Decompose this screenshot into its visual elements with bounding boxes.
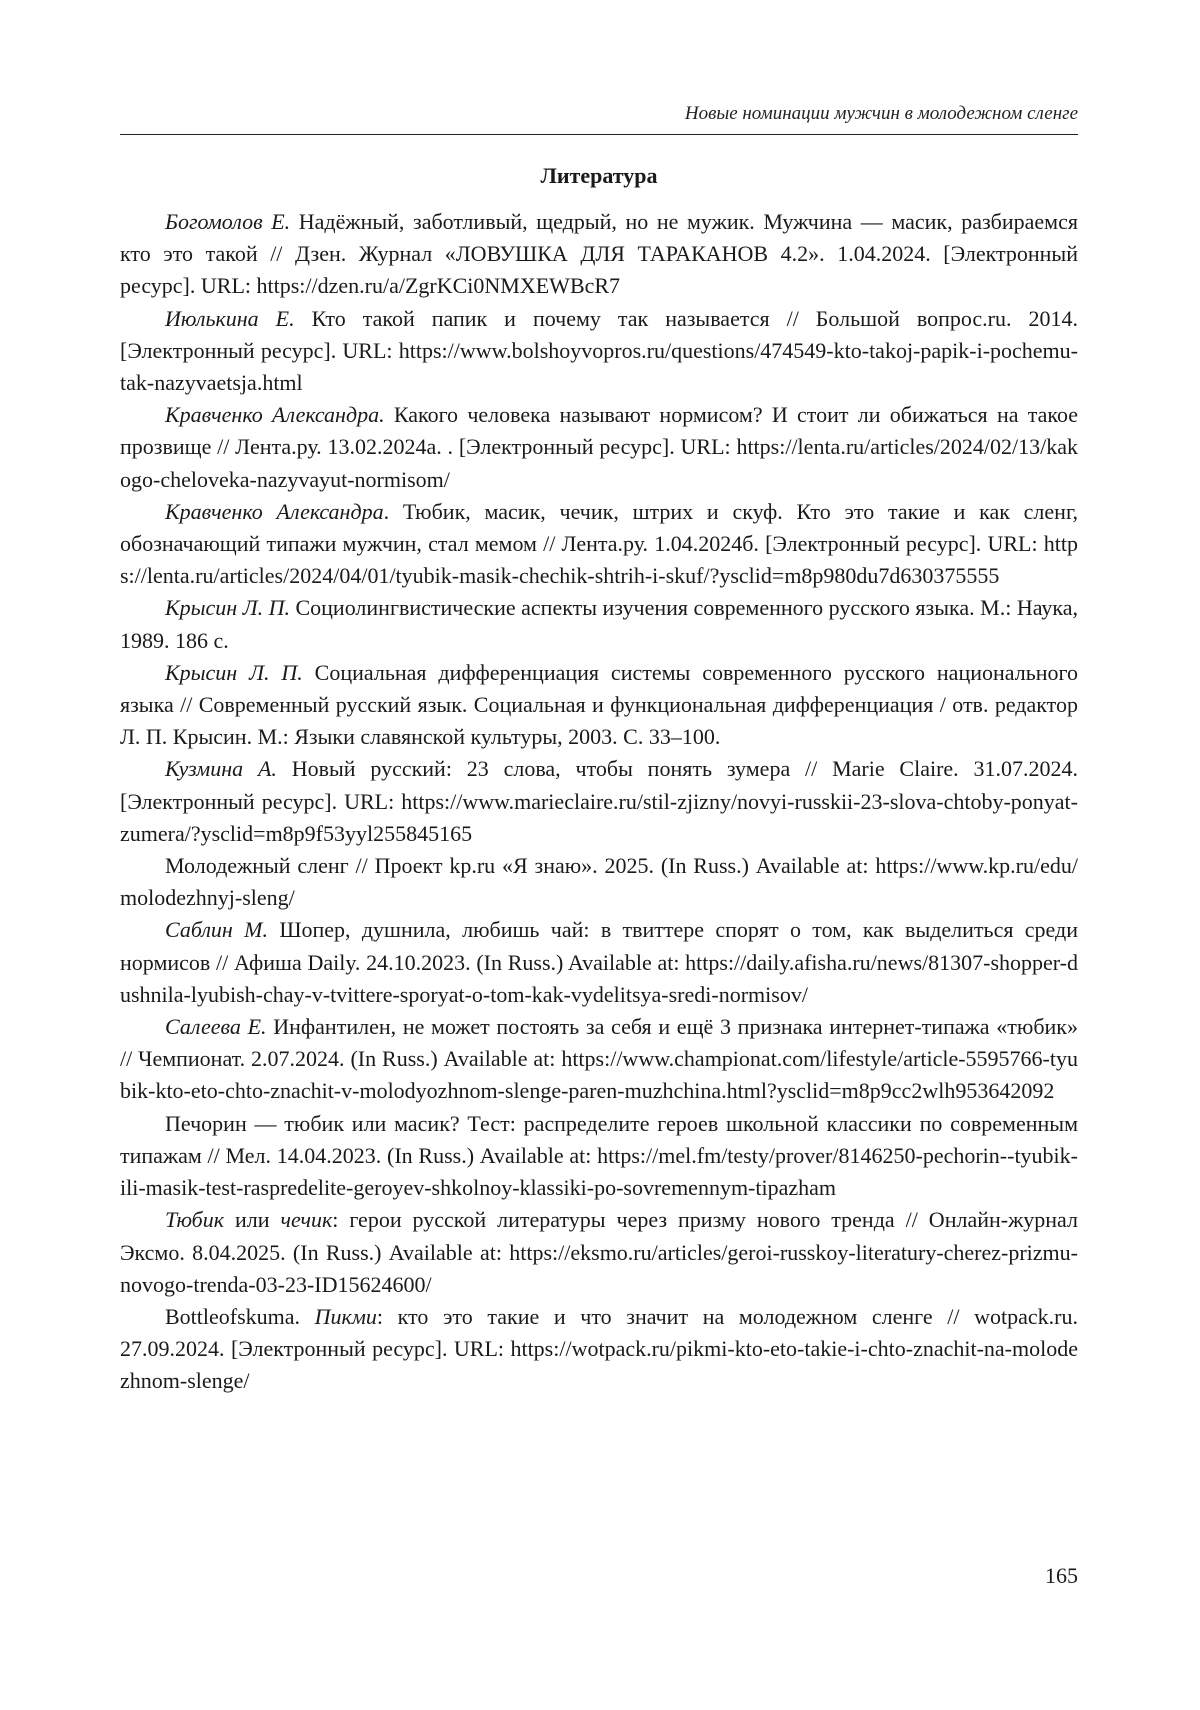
reference-list	[120, 206, 1078, 1398]
reference-text: Bottleofskuma.	[165, 1303, 315, 1329]
reference-author: Салеева Е.	[165, 1014, 267, 1040]
reference-text: Кто такой папик и почему так называется // Большой вопрос.ru. 2014. [Электронный ресурс]. URL:	[120, 305, 1078, 363]
reference-author: Июлькина Е.	[165, 305, 295, 331]
reference-text: Социальная дифференциация системы современного русского национального языка // Современный русский язык. Социальная и функциональная дифференциация / отв. редактор Л. П. Крысин. М.: Языки славянской культуры, 2003. С. 33–100.	[120, 659, 1078, 750]
reference-author: Кузмина А.	[165, 756, 277, 782]
reference-url-link[interactable]: https://www.marieclaire.ru/stil-zjizny/novyi-russkii-23-slova-chtoby-ponyat-zumera/?ysclid=m8p9f53yyl255845165	[120, 788, 1078, 846]
reference-text: Какого человека называют нормисом? И стоит ли обижаться на такое прозвище // Лента.ру. 13.02.2024а. . [Электронный ресурс]. URL:	[120, 402, 1078, 460]
reference-entry	[120, 592, 1078, 656]
reference-url-link[interactable]: https://lenta.ru/articles/2024/04/01/tyubik-masik-chechik-shtrih-i-skuf/?ysclid=m8p980du7d630375555	[120, 531, 1078, 589]
reference-italic-text: Тюбик	[165, 1207, 225, 1233]
reference-url-link[interactable]: https://www.bolshoyvopros.ru/questions/474549-kto-takoj-papik-i-pochemu-tak-nazyvaetsja.html	[120, 337, 1078, 396]
running-head: Новые номинации мужчин в молодежном сленге	[684, 103, 1078, 124]
reference-url-link[interactable]: https://www.kp.ru/edu/molodezhnyj-sleng/	[120, 853, 1078, 911]
reference-entry	[120, 1108, 1078, 1205]
reference-entry	[120, 850, 1078, 914]
reference-entry	[120, 1301, 1078, 1398]
reference-author: Кравченко Александра	[165, 498, 384, 524]
reference-url-link[interactable]: https://mel.fm/testy/prover/8146250-pechorin--tyubik-ili-masik-test-raspredelite-geroyev-shkolnoy-klassiki-po-sovremennym-tipazham	[120, 1142, 1078, 1201]
reference-author: Крысин Л. П.	[165, 659, 303, 685]
reference-entry	[120, 1204, 1078, 1301]
reference-entry	[120, 1011, 1078, 1108]
reference-italic-text: чечик	[280, 1207, 333, 1233]
reference-text: Печорин — тюбик или масик? Тест: распределите героев школьной классики по современным типажам // Мел. 14.04.2023. (In Russ.) Available at:	[120, 1110, 1078, 1168]
reference-url-link[interactable]: https://lenta.ru/articles/2024/02/13/kakogo-cheloveka-nazyvayut-normisom/	[120, 434, 1078, 492]
reference-entry	[120, 657, 1078, 754]
reference-text: Инфантилен, не может постоять за себя и ещё 3 признака интернет-типажа «тюбик» // Чемпионат. 2.07.2024. (In Russ.) Available at:	[120, 1014, 1078, 1072]
reference-text: . Тюбик, масик, чечик, штрих и скуф. Кто это такие и как сленг, обозначающий типажи мужчин, стал мемом // Лента.ру. 1.04.2024б. [Электронный ресурс]. URL:	[120, 498, 1078, 557]
reference-author: Саблин М.	[165, 917, 268, 943]
reference-url-link[interactable]: https://www.championat.com/lifestyle/article-5595766-tyubik-kto-eto-chto-znachit-v-molodyozhnom-slenge-paren-muzhchina.html?ysclid=m8p9cc2wlh953642092	[120, 1046, 1078, 1104]
page-number: 165	[1045, 1563, 1078, 1588]
reference-author: Кравченко Александра.	[165, 402, 385, 428]
reference-url-link[interactable]: https://eksmo.ru/articles/geroi-russkoy-literatury-cherez-prizmu-novogo-trenda-03-23-ID15624600/	[120, 1239, 1078, 1297]
reference-entry	[120, 303, 1078, 400]
reference-italic-text: Пикми	[314, 1303, 377, 1329]
reference-text: Новый русский: 23 слова, чтобы понять зумера // Marie Claire. 31.07.2024. [Электронный ресурс]. URL:	[120, 756, 1078, 814]
reference-url-link[interactable]: https://dzen.ru/a/ZgrKCi0NMXEWBcR7	[256, 273, 621, 299]
reference-entry	[120, 914, 1078, 1011]
reference-author: Крысин Л. П.	[165, 595, 290, 621]
section-title: Литература	[540, 163, 658, 188]
reference-text: Шопер, душнила, любишь чай: в твиттере спорят о том, как выделиться среди нормисов // Афиша Daily. 24.10.2023. (In Russ.) Available at:	[120, 917, 1078, 975]
reference-text: Надёжный, заботливый, щедрый, но не мужик. Мужчина — масик, разбираемся кто это такой // Дзен. Журнал «ЛОВУШКА ДЛЯ ТАРАКАНОВ 4.2». 1.04.2024. [Электронный ресурс]. URL:	[120, 209, 1078, 299]
reference-entry	[120, 753, 1078, 850]
reference-text: : герои русской литературы через призму нового тренда // Онлайн-журнал Эксмо. 8.04.2025. (In Russ.) Available at:	[120, 1207, 1078, 1265]
reference-entry	[120, 496, 1078, 593]
reference-entry	[120, 399, 1078, 496]
header-rule	[120, 134, 1078, 135]
reference-url-link[interactable]: https://daily.afisha.ru/news/81307-shopper-dushnila-lyubish-chay-v-tvittere-sporyat-o-tom-kak-vydelitsya-sredi-normisov/	[120, 949, 1078, 1007]
reference-entry	[120, 206, 1078, 303]
reference-text: : кто это такие и что значит на молодежном сленге // wotpack.ru. 27.09.2024. [Электронный ресурс]. URL:	[120, 1303, 1078, 1362]
reference-author: Богомолов Е.	[165, 209, 291, 234]
reference-text: Социолингвистические аспекты изучения современного русского языка. М.: Наука, 1989. 186 с.	[120, 595, 1078, 653]
reference-text: или	[224, 1207, 281, 1233]
reference-url-link[interactable]: https://wotpack.ru/pikmi-kto-eto-takie-i-chto-znachit-na-molodezhnom-slenge/	[120, 1336, 1078, 1394]
reference-text: Молодежный сленг // Проект kp.ru «Я знаю». 2025. (In Russ.) Available at:	[165, 853, 876, 879]
